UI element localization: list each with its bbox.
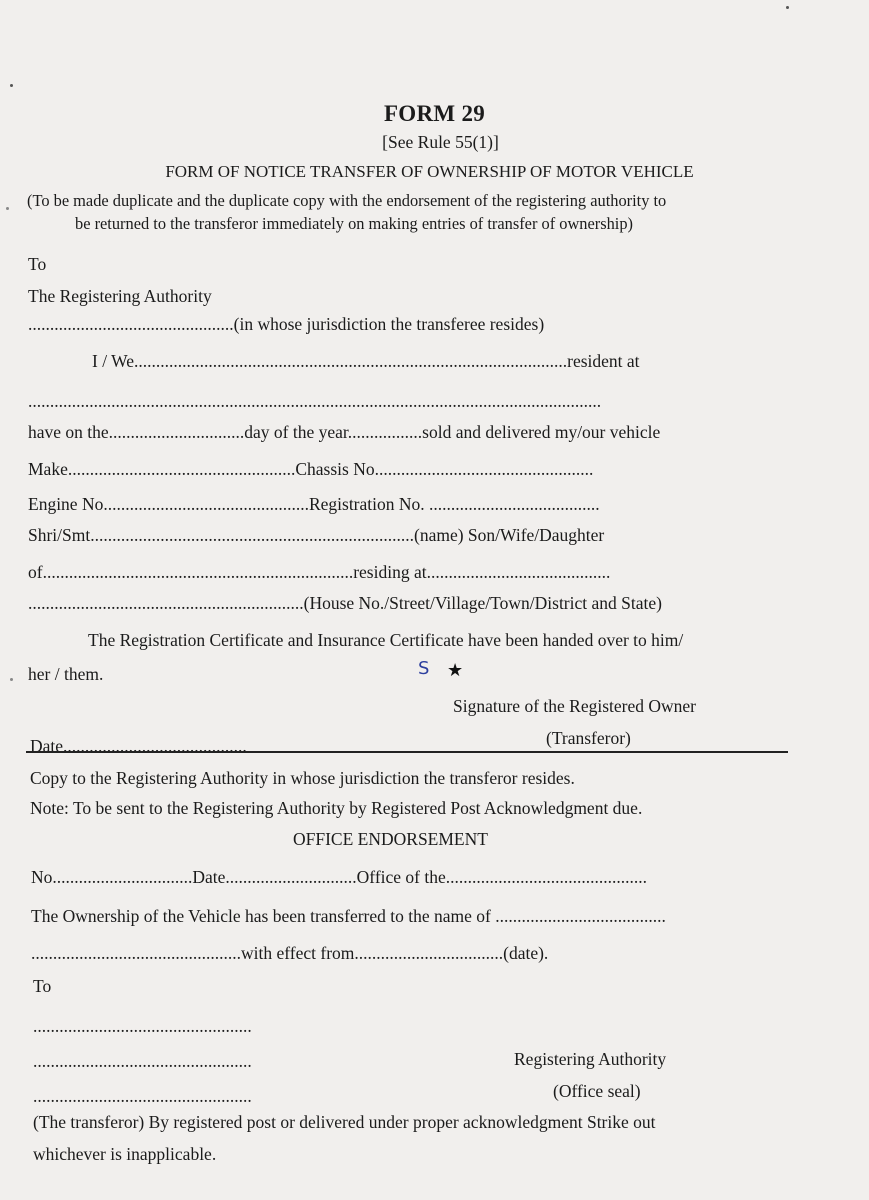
engine-line: Engine No...............................................Registration No. ....................................... [28,494,600,514]
address-line-1: .................................................. [33,1016,252,1036]
office-seal-label: (Office seal) [553,1081,641,1101]
office-endorsement-heading: OFFICE ENDORSEMENT [293,829,488,849]
to-label: To [28,254,47,274]
blank-line: ................................................................................................................................... [28,391,602,411]
i-we-line: I / We...................................................................................................resident at [92,351,640,371]
transferor-label: (Transferor) [546,728,631,748]
jurisdiction-line: ...............................................(in whose jurisdiction the transferee resides) [28,314,545,334]
instruction-line-2: be returned to the transferor immediately on making entries of transfer of ownership) [75,214,634,233]
star-icon: ★ [447,660,464,681]
handwritten-mark: S [418,658,430,679]
instruction-line-1: (To be made duplicate and the duplicate copy with the endorsement of the registering authority to [27,191,667,210]
rule-reference: [See Rule 55(1)] [382,132,499,152]
address-line-2: .................................................. [33,1051,252,1071]
certificate-line-1: The Registration Certificate and Insurance Certificate have been handed over to him/ [88,630,684,650]
shri-line: Shri/Smt..........................................................................(name) Son/Wife/Daughter [28,525,605,545]
section-divider [26,751,788,753]
paper-speck [10,678,13,681]
copy-line: Copy to the Registering Authority in whose jurisdiction the transferor resides. [30,768,575,788]
no-date-office-line: No................................Date..............................Office of the.............................................. [31,867,648,887]
to-label-2: To [33,976,52,996]
footer-line-1: (The transferor) By registered post or delivered under proper acknowledgment Strike out [33,1112,656,1132]
paper-speck [6,207,9,210]
form-heading: FORM OF NOTICE TRANSFER OF OWNERSHIP OF MOTOR VEHICLE [165,162,694,181]
note-line: Note: To be sent to the Registering Authority by Registered Post Acknowledgment due. [30,798,643,818]
house-line: ...............................................................(House No./Street/Village/Town/District and State) [28,593,662,613]
certificate-line-2: her / them. [28,664,104,684]
ownership-line: The Ownership of the Vehicle has been transferred to the name of ....................................... [31,906,666,926]
date-line: Date.......................................... [30,736,247,756]
signature-label: Signature of the Registered Owner [453,696,696,716]
paper-speck [10,84,13,87]
paper-speck [786,6,789,9]
effect-line: ................................................with effect from..................................(date). [31,943,549,963]
addressee: The Registering Authority [28,286,212,306]
registering-authority-label: Registering Authority [514,1049,667,1069]
footer-line-2: whichever is inapplicable. [33,1144,217,1164]
have-on-line: have on the...............................day of the year.................sold and delivered my/our vehicle [28,422,661,442]
of-line: of.......................................................................residing at.......................................... [28,562,611,582]
make-line: Make....................................................Chassis No.................................................. [28,459,594,479]
address-line-3: .................................................. [33,1086,252,1106]
form-title: FORM 29 [383,101,486,126]
